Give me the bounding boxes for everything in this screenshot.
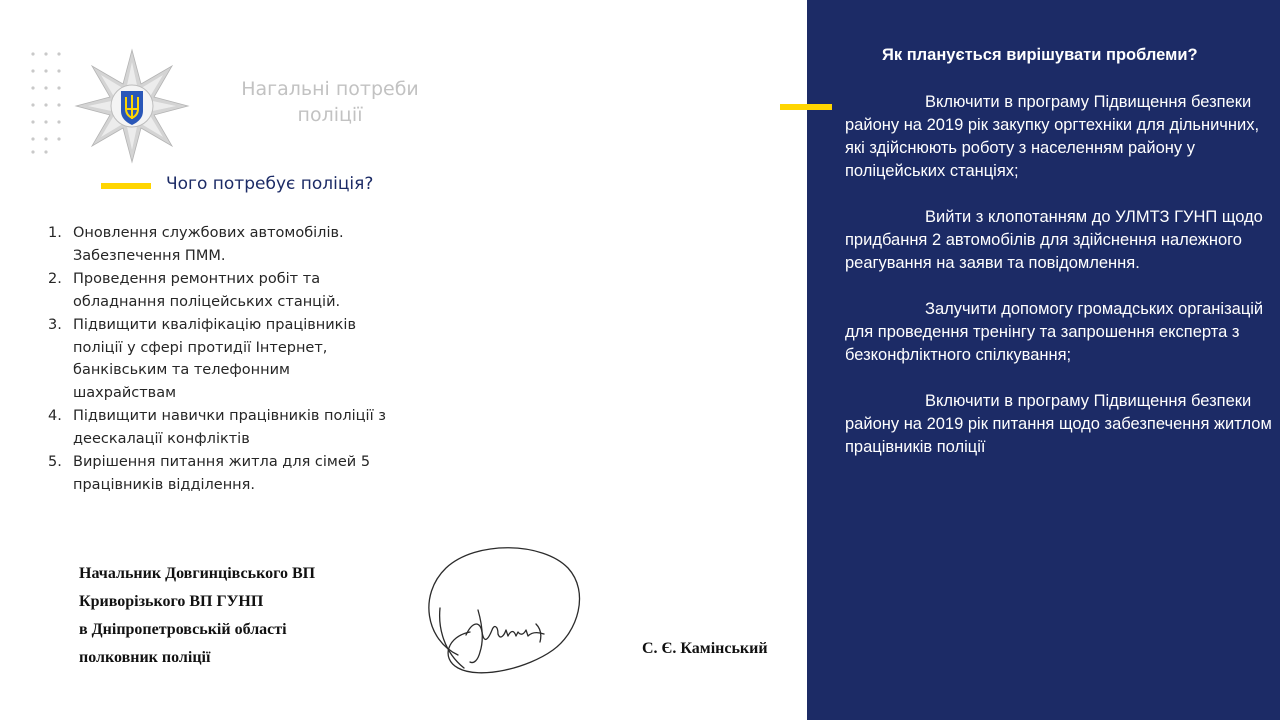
- accent-bar: [780, 104, 832, 110]
- signer-position-line: полковник поліції: [79, 649, 211, 666]
- item-text: Підвищити навички працівників поліції з деескалації конфліктів: [73, 408, 386, 447]
- signer-position-line: в Дніпропетровській області: [79, 621, 287, 638]
- item-number: 4.: [48, 408, 62, 424]
- solution-paragraph: Залучити допомогу громадських організацій для проведення тренінгу та запрошення експерта з безконфліктного спілкування;: [845, 300, 1264, 364]
- accent-bar: [101, 183, 151, 189]
- signer-name: С. Є. Камінський: [642, 640, 768, 657]
- item-number: 3.: [48, 317, 62, 333]
- list-item: [48, 405, 388, 450]
- solution-paragraph: Включити в програму Підвищення безпеки району на 2019 рік закупку оргтехніки для дільничних, які здійснюють роботу з населенням району у поліцейських станціях;: [845, 93, 1260, 180]
- solution-paragraph: Вийти з клопотанням до УЛМТЗ ГУНП щодо придбання 2 автомобілів для здійснення належного реагування на заяви та повідомлення.: [845, 208, 1263, 272]
- solution-paragraph: Включити в програму Підвищення безпеки району на 2019 рік питання щодо забезпечення житлом працівників поліції: [845, 392, 1272, 456]
- handwritten-signature: [418, 540, 608, 685]
- signature-block: [79, 560, 315, 672]
- item-text: Проведення ремонтних робіт та обладнання поліцейських станцій.: [73, 271, 341, 310]
- needs-list: [48, 222, 388, 497]
- item-text: Вирішення питання житла для сімей 5 працівників відділення.: [73, 454, 371, 493]
- solutions-text: [845, 91, 1280, 482]
- dot-grid-icon: [31, 52, 65, 156]
- section-heading: Чого потребує поліція?: [166, 174, 374, 194]
- item-text: Підвищити кваліфікацію працівників поліції у сфері протидії Інтернет, банківським та телефонним шахрайствам: [73, 317, 357, 401]
- item-number: 1.: [48, 225, 62, 241]
- list-item: [48, 268, 388, 313]
- page-title: Нагальні потреби поліції: [241, 78, 419, 126]
- item-text: Оновлення службових автомобілів. Забезпечення ПММ.: [73, 225, 344, 264]
- item-number: 2.: [48, 271, 62, 287]
- police-star-emblem-icon: [74, 48, 190, 164]
- solutions-title: Як планується вирішувати проблеми?: [882, 46, 1198, 64]
- list-item: [48, 451, 388, 496]
- item-number: 5.: [48, 454, 62, 470]
- signer-position-line: Начальник Довгинцівського ВП: [79, 565, 316, 582]
- list-item: [48, 314, 388, 404]
- list-item: [48, 222, 388, 267]
- signer-position-line: Криворізького ВП ГУНП: [79, 593, 264, 610]
